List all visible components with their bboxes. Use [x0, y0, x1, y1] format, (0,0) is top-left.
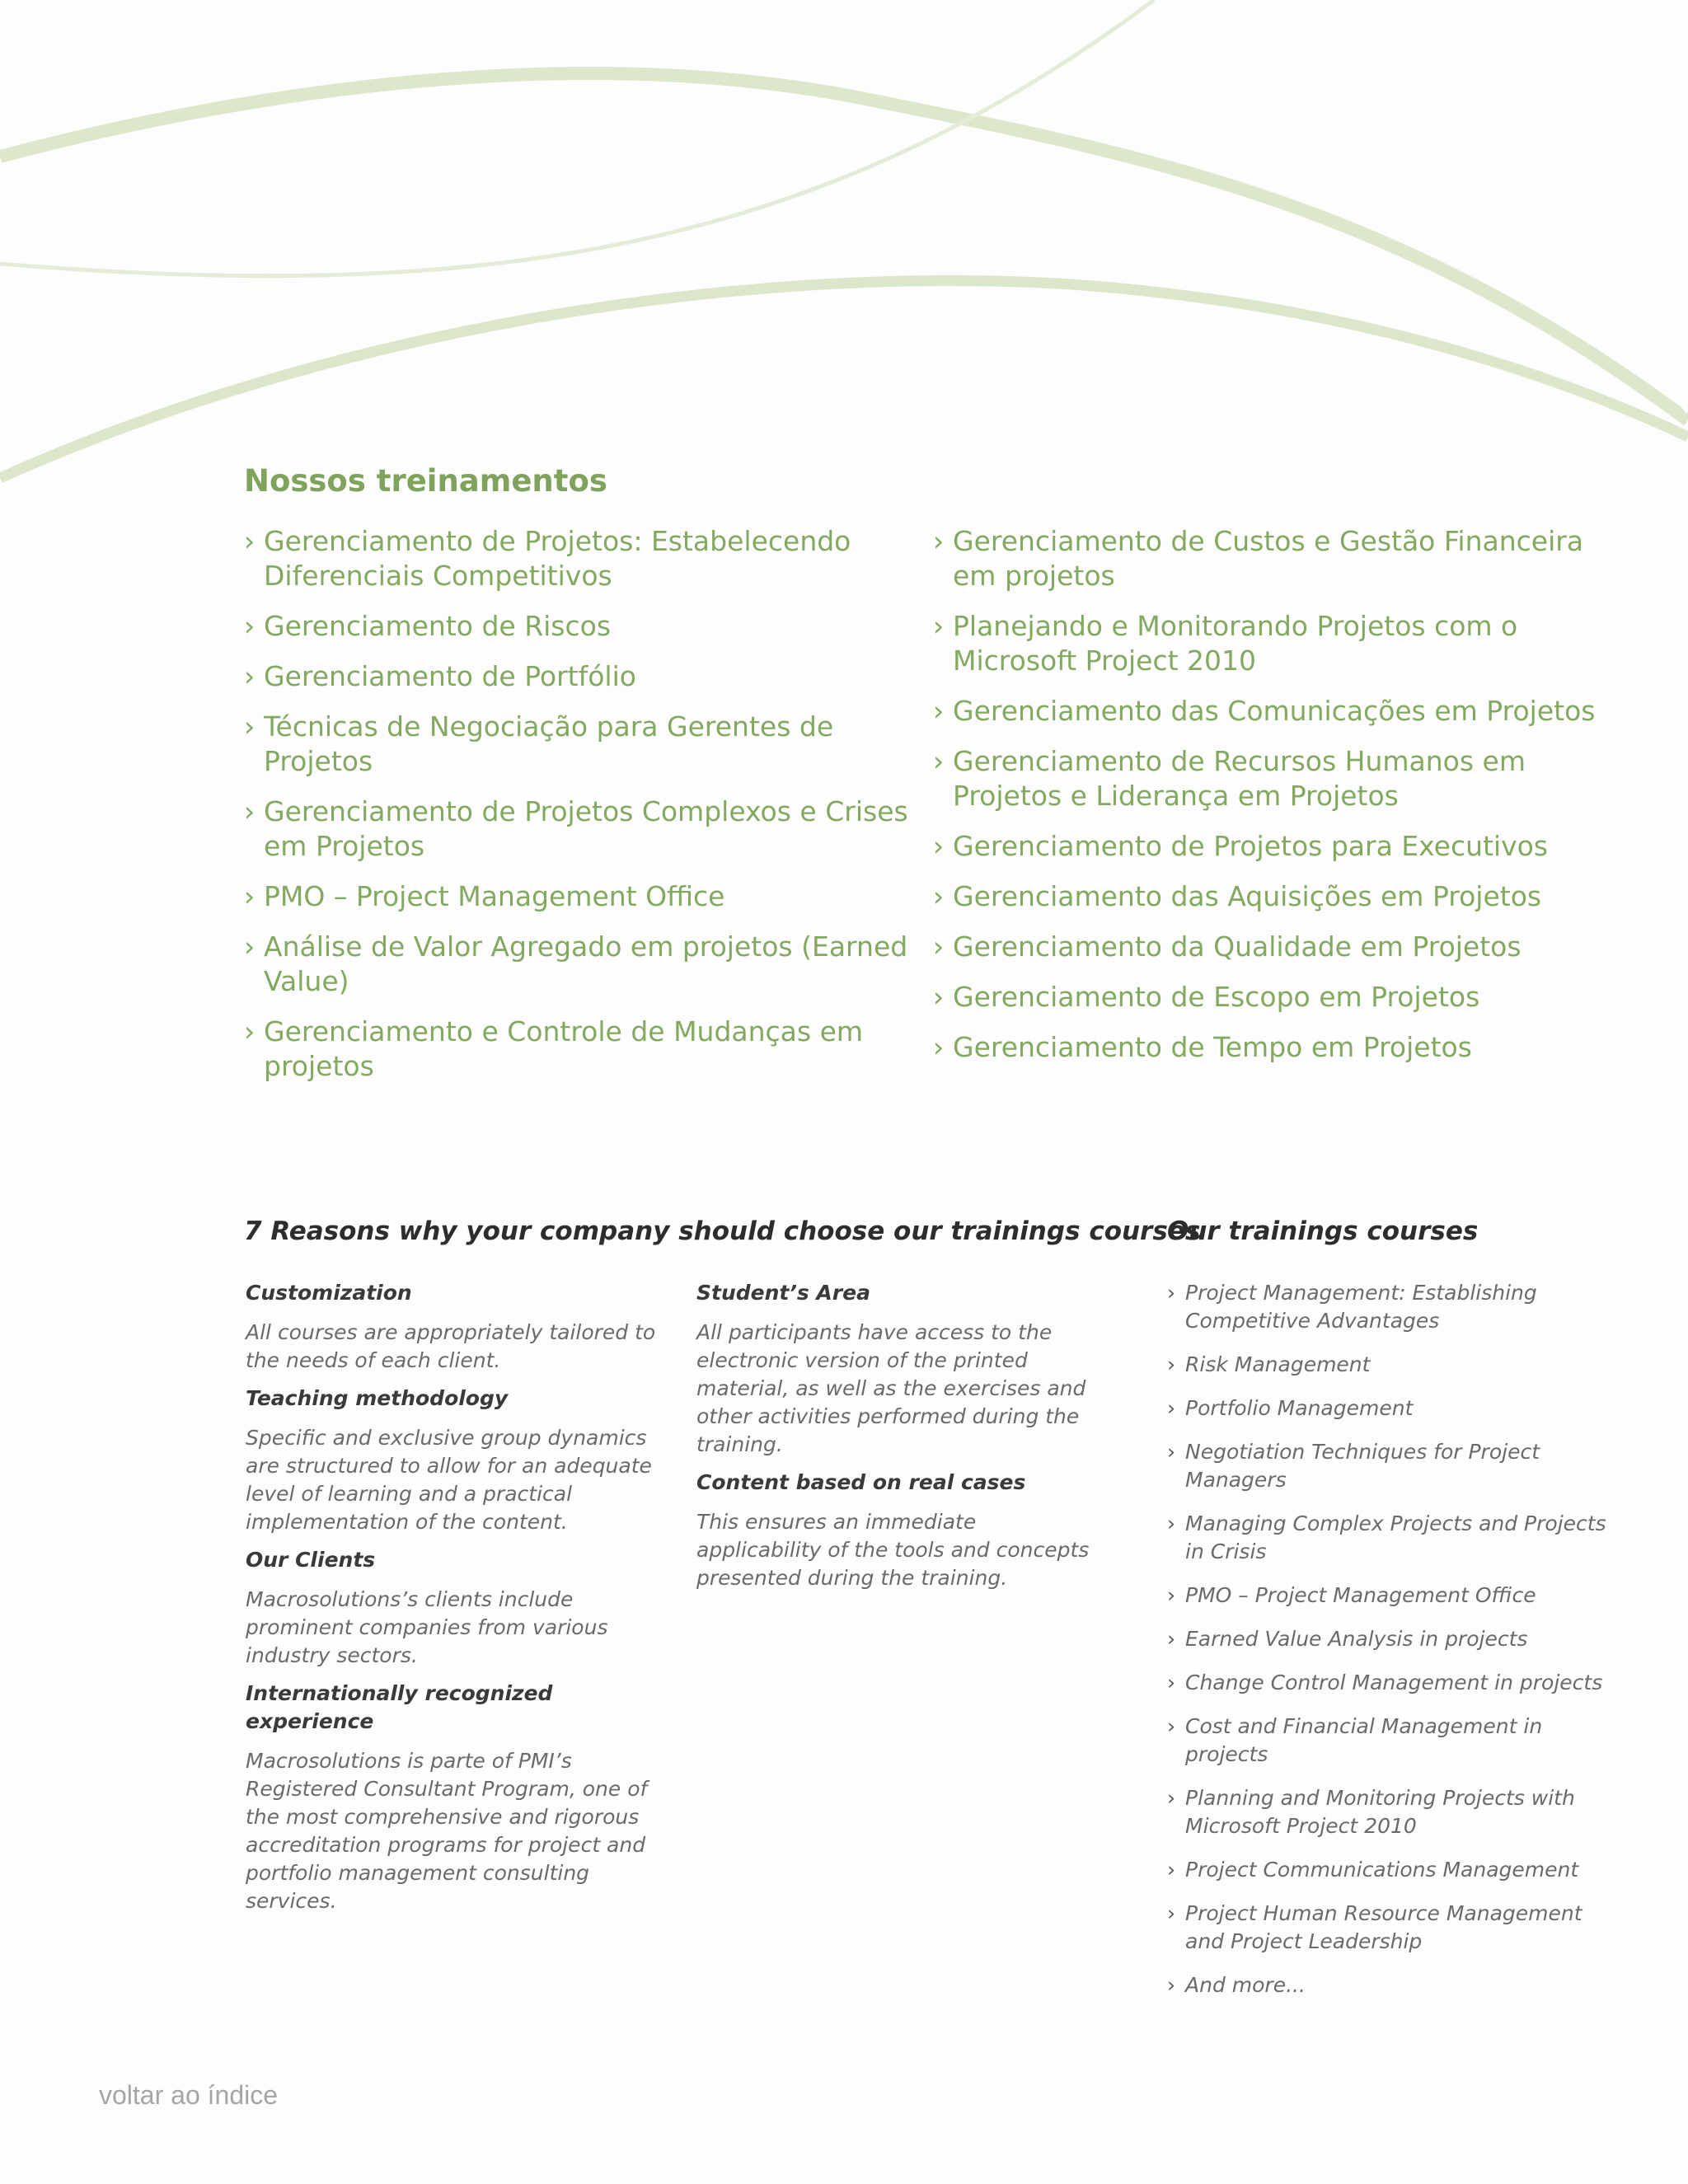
- reasons-column-2: [696, 1279, 1100, 1602]
- en-course-item: › Managing Complex Projects and Projects in Crisis: [1167, 1511, 1606, 1563]
- en-courses-heading: Our trainings courses: [1167, 1216, 1479, 1246]
- en-course-item: › Project Management: Establishing Competitive Advantages: [1167, 1281, 1537, 1333]
- en-course-item: › Risk Management: [1167, 1351, 1612, 1379]
- reason-text: Specific and exclusive group dynamics are structured to allow for an adequate level of learning and a practical implementation of the content.: [246, 1426, 652, 1534]
- section-title-pt: Nossos treinamentos: [244, 463, 607, 499]
- chevron-right-icon: ›: [933, 1031, 945, 1063]
- chevron-right-icon: ›: [933, 830, 945, 862]
- chevron-right-icon: ›: [244, 660, 256, 692]
- chevron-right-icon: ›: [1167, 1901, 1175, 1925]
- pt-course-item: › Gerenciamento de Projetos Complexos e Crises em Projetos: [244, 795, 908, 862]
- pt-course-item: › Gerenciamento de Projetos para Executivos: [933, 830, 1549, 862]
- chevron-right-icon: ›: [1167, 1973, 1175, 1997]
- pt-course-item: › Gerenciamento de Recursos Humanos em Projetos e Liderança em Projetos: [933, 745, 1526, 812]
- chevron-right-icon: ›: [1167, 1440, 1175, 1464]
- reason-text: This ensures an immediate applicability of the tools and concepts presented during the training.: [696, 1510, 1090, 1590]
- chevron-right-icon: ›: [244, 525, 256, 557]
- en-course-item: › Project Communications Management: [1167, 1856, 1612, 1884]
- chevron-right-icon: ›: [244, 1015, 256, 1047]
- pt-course-item: › Técnicas de Negociação para Gerentes de Projetos: [244, 710, 834, 777]
- pt-course-item: › Gerenciamento de Riscos: [244, 610, 612, 642]
- reasons-heading: 7 Reasons why your company should choose our trainings courses: [244, 1216, 1201, 1246]
- en-courses-list: [1167, 1279, 1612, 2015]
- chevron-right-icon: ›: [244, 610, 256, 642]
- en-course-item: › Planning and Monitoring Projects with Microsoft Project 2010: [1167, 1786, 1575, 1838]
- pt-course-item: › Gerenciamento de Portfólio: [244, 660, 636, 692]
- en-course-item: › Cost and Financial Management in projects: [1167, 1714, 1543, 1766]
- pt-course-item: › Planejando e Monitorando Projetos com o Microsoft Project 2010: [933, 610, 1518, 677]
- chevron-right-icon: ›: [244, 930, 256, 963]
- en-course-item: › Change Control Management in projects: [1167, 1669, 1612, 1697]
- reason-text: Macrosolutions is parte of PMI’s Registered Consultant Program, one of the most comprehensive and rigorous accreditation programs for project and portfolio management consulting services.: [246, 1749, 648, 1913]
- pt-courses-left-list: [244, 524, 920, 1099]
- chevron-right-icon: ›: [1167, 1671, 1175, 1694]
- pt-course-item: › Análise de Valor Agregado em projetos (Earned Value): [244, 930, 908, 997]
- reason-title: Customization: [246, 1281, 412, 1305]
- chevron-right-icon: ›: [1167, 1352, 1175, 1376]
- decorative-waves: [0, 0, 1688, 511]
- pt-course-item: › Gerenciamento das Comunicações em Projetos: [933, 695, 1596, 727]
- chevron-right-icon: ›: [933, 745, 945, 777]
- chevron-right-icon: ›: [1167, 1583, 1175, 1607]
- pt-course-item: › Gerenciamento e Controle de Mudanças em projetos: [244, 1015, 864, 1082]
- chevron-right-icon: ›: [933, 981, 945, 1013]
- pt-course-item: › Gerenciamento das Aquisições em Projetos: [933, 880, 1542, 912]
- chevron-right-icon: ›: [933, 695, 945, 727]
- reasons-column-1: [246, 1279, 658, 1925]
- chevron-right-icon: ›: [933, 610, 945, 642]
- chevron-right-icon: ›: [1167, 1858, 1175, 1882]
- chevron-right-icon: ›: [244, 880, 256, 912]
- pt-course-item: › Gerenciamento de Projetos: Estabelecendo Diferenciais Competitivos: [244, 525, 851, 592]
- en-course-item: › Portfolio Management: [1167, 1394, 1612, 1422]
- pt-course-item: › Gerenciamento de Escopo em Projetos: [933, 981, 1480, 1013]
- back-to-index-link[interactable]: voltar ao índice: [99, 2080, 279, 2110]
- reason-title: Content based on real cases: [696, 1470, 1026, 1494]
- en-course-item: › PMO – Project Management Office: [1167, 1582, 1612, 1610]
- en-course-item: › Earned Value Analysis in projects: [1167, 1625, 1612, 1653]
- chevron-right-icon: ›: [244, 795, 256, 827]
- en-course-item: › Negotiation Techniques for Project Managers: [1167, 1440, 1540, 1492]
- pt-course-item: › Gerenciamento de Custos e Gestão Financeira em projetos: [933, 525, 1584, 592]
- pt-course-item: › Gerenciamento de Tempo em Projetos: [933, 1031, 1472, 1063]
- chevron-right-icon: ›: [933, 880, 945, 912]
- chevron-right-icon: ›: [1167, 1714, 1175, 1738]
- reason-text: All courses are appropriately tailored to the needs of each client.: [246, 1320, 656, 1372]
- en-course-item: › And more...: [1167, 1971, 1612, 1999]
- chevron-right-icon: ›: [1167, 1511, 1175, 1535]
- reason-title: Teaching methodology: [246, 1386, 509, 1410]
- chevron-right-icon: ›: [933, 525, 945, 557]
- chevron-right-icon: ›: [244, 710, 256, 743]
- en-course-item: › Project Human Resource Management and Project Leadership: [1167, 1901, 1582, 1953]
- chevron-right-icon: ›: [933, 930, 945, 963]
- chevron-right-icon: ›: [1167, 1786, 1175, 1810]
- chevron-right-icon: ›: [1167, 1396, 1175, 1420]
- chevron-right-icon: ›: [1167, 1281, 1175, 1305]
- pt-courses-right-list: [933, 524, 1617, 1080]
- reason-text: Macrosolutions’s clients include prominent companies from various industry sectors.: [246, 1587, 608, 1667]
- pt-course-item: › Gerenciamento da Qualidade em Projetos: [933, 930, 1522, 963]
- reason-title: Our Clients: [246, 1548, 376, 1572]
- pt-course-item: › PMO – Project Management Office: [244, 880, 725, 912]
- reason-text: All participants have access to the electronic version of the printed material, as well as the exercises and other activities performed during the training.: [696, 1320, 1086, 1456]
- reason-title: Student’s Area: [696, 1281, 870, 1305]
- chevron-right-icon: ›: [1167, 1627, 1175, 1651]
- reason-title: Internationally recognized experience: [246, 1681, 553, 1733]
